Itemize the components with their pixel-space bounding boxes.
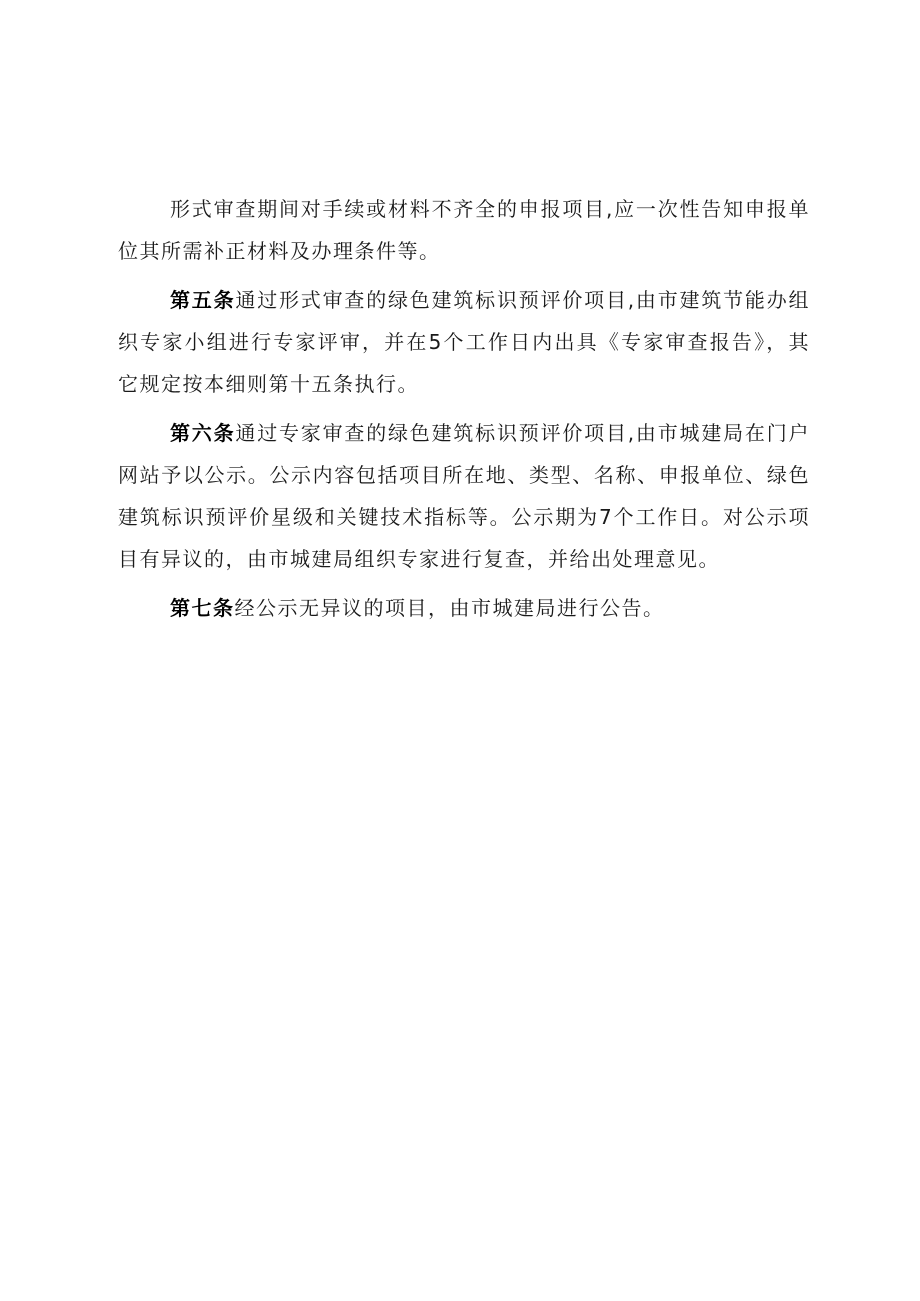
document-body: [118, 188, 810, 636]
article-number: 第六条: [170, 421, 236, 445]
paragraph-text: 通过形式审查的绿色建筑标识预评价项目,由市建筑节能办组织专家小组进行专家评审，并在5个工作日内出具《专家审查报告》，其它规定按本细则第十五条执行。: [118, 288, 811, 396]
paragraph-article-7: [118, 587, 810, 629]
article-number: 第五条: [170, 288, 236, 312]
paragraph-text: 形式审查期间对手续或材料不齐全的申报项目,应一次性告知申报单位其所需补正材料及办理条件等。: [118, 197, 810, 263]
paragraph-formal-review-note: [118, 188, 810, 272]
paragraph-text: 经公示无异议的项目，由市城建局进行公告。: [234, 596, 665, 620]
article-number: 第七条: [170, 596, 235, 620]
paragraph-text: 通过专家审查的绿色建筑标识预评价项目,由市城建局在门户网站予以公示。公示内容包括项目所在地、类型、名称、申报单位、绿色建筑标识预评价星级和关键技术指标等。公示期为7个工作日。对公示项目有异议的，由市城建局组织专家进行复查，并给出处理意见。: [118, 421, 811, 571]
paragraph-article-6: [118, 412, 810, 580]
paragraph-article-5: [118, 279, 810, 405]
